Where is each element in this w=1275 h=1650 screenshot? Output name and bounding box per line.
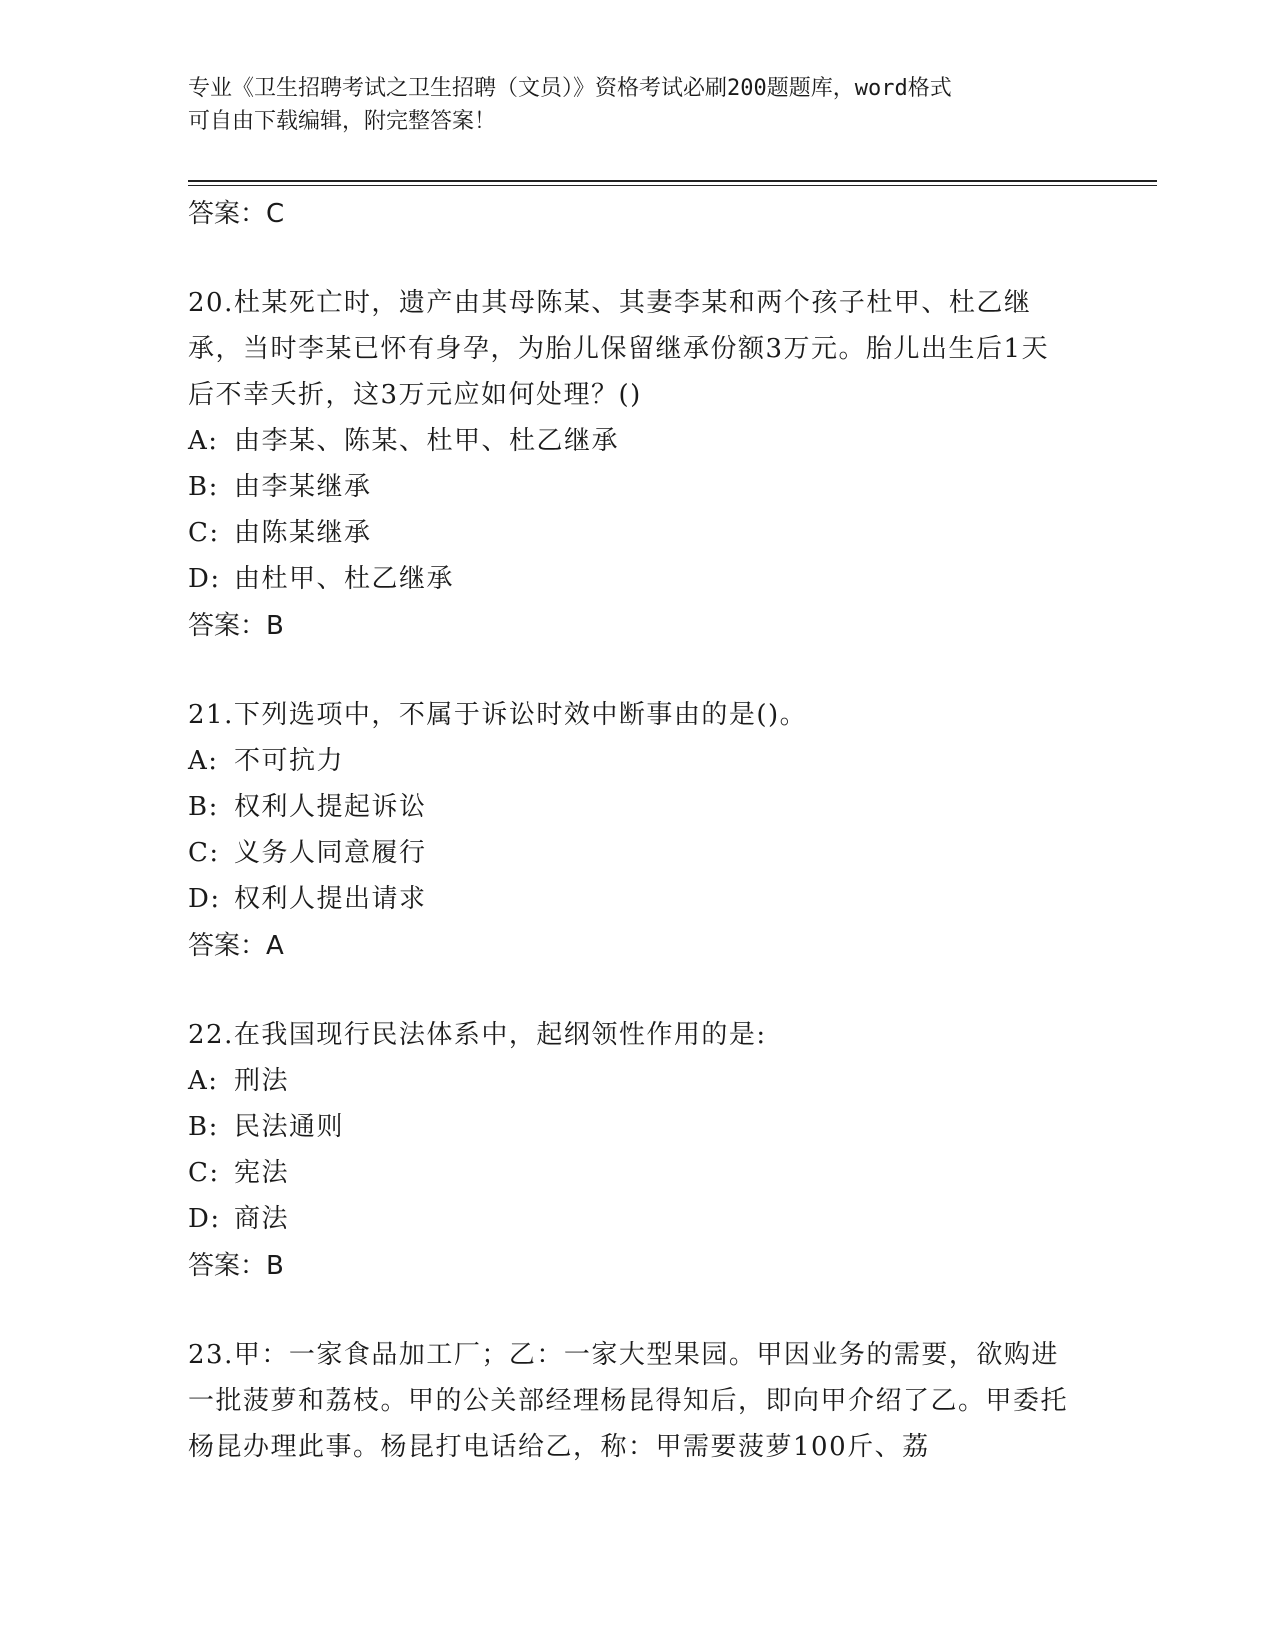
option-key: B: <box>188 792 219 822</box>
option-key: A: <box>188 746 219 776</box>
page-header <box>188 72 1068 138</box>
question-text: 23.甲：一家食品加工厂；乙：一家大型果园。甲因业务的需要，欲购进一批菠萝和荔枝。甲的公关部经理杨昆得知后，即向甲介绍了乙。甲委托杨昆办理此事。杨昆打电话给乙，称：甲需要菠萝100斤、荔 <box>188 1340 1069 1462</box>
option-key: A: <box>188 426 219 456</box>
option-key: D: <box>188 564 221 594</box>
option-text: 由李某继承 <box>234 472 372 502</box>
option-b <box>188 464 1068 510</box>
option-key: B: <box>188 1112 219 1142</box>
option-text: 民法通则 <box>234 1112 345 1142</box>
option-key: B: <box>188 472 219 502</box>
question-list <box>188 190 1068 1470</box>
question-block-23 <box>188 1332 1068 1470</box>
answer-label: 答案：C <box>188 199 285 229</box>
option-b <box>188 784 1068 830</box>
option-text: 宪法 <box>234 1158 290 1188</box>
option-text: 权利人提起诉讼 <box>234 792 427 822</box>
option-text: 刑法 <box>234 1066 290 1096</box>
option-c <box>188 1150 1068 1196</box>
question-block-20 <box>188 280 1068 650</box>
option-key: D: <box>188 884 221 914</box>
option-text: 权利人提出请求 <box>234 884 427 914</box>
answer-label: 答案：B <box>188 1251 284 1281</box>
option-text: 义务人同意履行 <box>234 838 427 868</box>
option-text: 商法 <box>234 1204 290 1234</box>
option-a <box>188 1058 1068 1104</box>
answer-label: 答案：A <box>188 931 284 961</box>
option-b <box>188 1104 1068 1150</box>
option-text: 由李某、陈某、杜甲、杜乙继承 <box>234 426 620 456</box>
option-c <box>188 510 1068 556</box>
option-text: 由杜甲、杜乙继承 <box>234 564 455 594</box>
option-d <box>188 876 1068 922</box>
option-key: D: <box>188 1204 221 1234</box>
option-key: C: <box>188 518 220 548</box>
question-block-22 <box>188 1012 1068 1290</box>
option-c <box>188 830 1068 876</box>
option-key: C: <box>188 1158 220 1188</box>
header-line-2: 可自由下载编辑，附完整答案！ <box>188 109 497 134</box>
option-a <box>188 418 1068 464</box>
option-key: A: <box>188 1066 219 1096</box>
option-text: 不可抗力 <box>234 746 345 776</box>
header-rule-thick <box>188 180 1157 182</box>
option-d <box>188 1196 1068 1242</box>
option-text: 由陈某继承 <box>234 518 372 548</box>
option-d <box>188 556 1068 602</box>
question-block-21 <box>188 692 1068 970</box>
header-rule-thin <box>188 185 1157 186</box>
question-text: 20.杜某死亡时，遗产由其母陈某、其妻李某和两个孩子杜甲、杜乙继承，当时李某已怀有身孕，为胎儿保留继承份额3万元。胎儿出生后1天后不幸夭折，这3万元应如何处理？() <box>188 288 1050 410</box>
option-a <box>188 738 1068 784</box>
question-text: 21.下列选项中，不属于诉讼时效中断事由的是()。 <box>188 700 808 730</box>
question-text: 22.在我国现行民法体系中，起纲领性作用的是: <box>188 1020 767 1050</box>
answer-label: 答案：B <box>188 611 284 641</box>
header-line-1: 专业《卫生招聘考试之卫生招聘（文员）》资格考试必刷200题题库，word格式 <box>188 76 952 101</box>
option-key: C: <box>188 838 220 868</box>
